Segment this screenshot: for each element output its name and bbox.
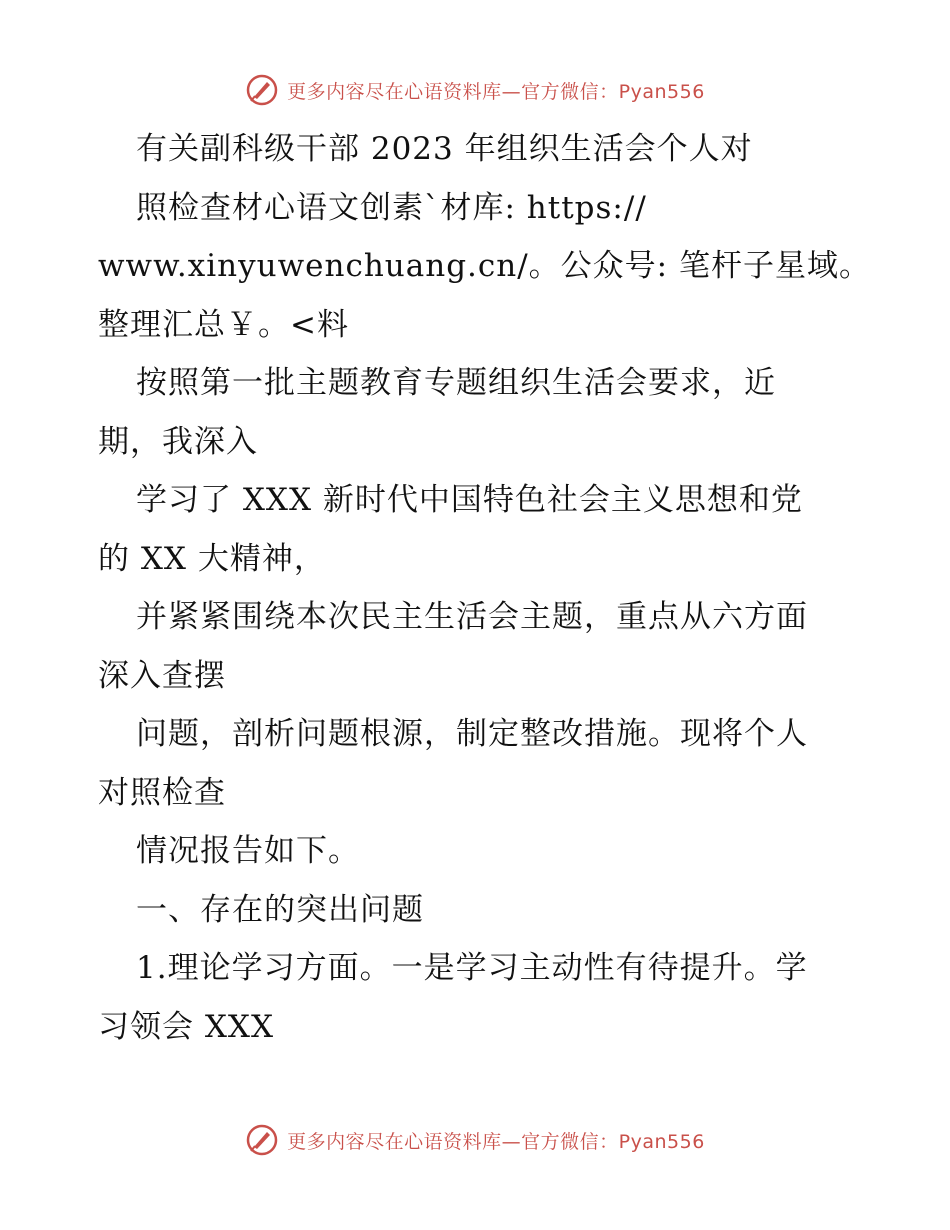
body-line: 学习了 XXX 新时代中国特色社会主义思想和党 <box>136 482 803 518</box>
body-line: 的 XX 大精神， <box>98 540 326 577</box>
body-line: 问题，剖析问题根源，制定整改措施。现将个人 <box>136 716 808 752</box>
body-line: 期，我深入 <box>98 423 258 460</box>
quill-seal-icon <box>245 1123 279 1157</box>
body-line: www.xinyuwenchuang.cn/。公众号: 笔杆子星域。 <box>98 248 871 284</box>
body-line: 按照第一批主题教育专题组织生活会要求，近 <box>136 365 776 401</box>
body-line: 情况报告如下。 <box>136 833 360 869</box>
header-banner-text: 更多内容尽在心语资料库—官方微信：Pyan556 <box>287 80 705 103</box>
document-body <box>98 120 871 1056</box>
section-heading: 一、存在的突出问题 <box>136 891 424 928</box>
body-line: 习领会 XXX <box>98 1008 275 1045</box>
body-line: 1.理论学习方面。一是学习主动性有待提升。学 <box>136 950 808 986</box>
body-line: 照检查材心语文创素`材库: https:// <box>136 189 647 226</box>
footer-banner <box>0 1120 950 1160</box>
footer-banner-text: 更多内容尽在心语资料库—官方微信：Pyan556 <box>287 1130 705 1153</box>
quill-seal-icon <box>245 73 279 107</box>
body-line: 整理汇总￥。<料 <box>98 306 349 343</box>
header-banner <box>0 70 950 110</box>
body-line: 并紧紧围绕本次民主生活会主题，重点从六方面 <box>136 599 808 635</box>
body-line: 深入查摆 <box>98 657 226 694</box>
body-line: 有关副科级干部 2023 年组织生活会个人对 <box>136 131 753 167</box>
body-line: 对照检查 <box>98 774 226 811</box>
